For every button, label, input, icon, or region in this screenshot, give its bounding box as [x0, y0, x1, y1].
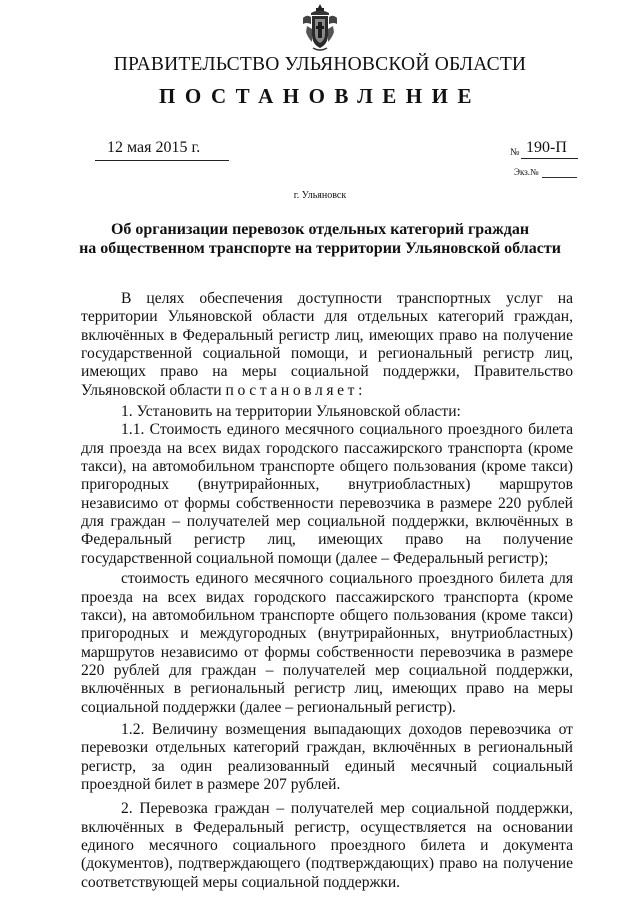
copy-number-underline	[542, 177, 577, 178]
paragraph-item-1-2: 1.2. Величину возмещения выпадающих доходов перевозчика от перевозки отдельных категорий граждан, включённых в региональный регистр, за один реализованный единый месячный социальный проездной билет в размере 207 рублей.	[81, 720, 573, 793]
decree-body	[81, 290, 573, 892]
paragraph-item-1-1: 1.1. Стоимость единого месячного социального проездного билета для проезда на всех видах городского пассажирского транспорта (кроме такси), на автомобильном транспорте общего пользования (кроме такси) пригородных (внутрирайонных, внутриобластных) маршрутов независимо от формы собственности перевозчика в размере 220 рублей для граждан – получателей мер социальной поддержки, включённых в Федеральный регистр лиц, имеющих право на получение государственной социальной помощи (далее – Федеральный регистр);	[81, 421, 573, 567]
intro-paragraph	[81, 290, 573, 400]
number-underline	[521, 158, 578, 159]
government-title: ПРАВИТЕЛЬСТВО УЛЬЯНОВСКОЙ ОБЛАСТИ	[113, 54, 527, 75]
coat-of-arms-icon	[299, 2, 341, 52]
decree-date: 12 мая 2015 г.	[107, 139, 201, 156]
date-underline	[95, 160, 229, 161]
decree-number: 190-П	[526, 139, 567, 156]
intro-text: В целях обеспечения доступности транспортных услуг на территории Ульяновской области для отдельных категорий граждан, включённых в Федеральный регистр лиц, имеющих право на получение государственной социальной помощи, и региональный регистр лиц, имеющих право на меры социальной поддержки, Правительство Ульяновской области	[81, 290, 573, 399]
decree-subject	[0, 220, 640, 258]
intro-decree-word: постановляет:	[225, 381, 367, 399]
copy-number-label: Экз.№	[514, 167, 539, 177]
document-type-title: ПОСТАНОВЛЕНИЕ	[159, 84, 481, 108]
subject-line-2: на общественном транспорте на территории Ульяновской области	[79, 240, 561, 257]
city-name: г. Ульяновск	[293, 190, 347, 201]
paragraph-item-1-1-continued: стоимость единого месячного социального проездного билета для проезда на всех видах городского пассажирского транспорта (кроме такси), на автомобильном транспорте общего пользования (кроме такси) пригородных и междугородных (внутрирайонных, внутриобластных) маршрутов независимо от формы собственности перевозчика в размере 220 рублей для граждан – получателей мер социальной поддержки, включённых в региональный регистр лиц, имеющих право на меры социальной поддержки (далее – региональный регистр).	[81, 570, 573, 716]
paragraph-item-2: 2. Перевозка граждан – получателей мер социальной поддержки, включённых в Федеральный регистр, осуществляется на основании единого месячного социального проездного билета и документа (документов), подтверждающего (подтверждающих) право на получение соответствующей меры социальной поддержки.	[81, 800, 573, 891]
paragraph-item-1: 1. Установить на территории Ульяновской области:	[121, 403, 461, 421]
subject-line-1: Об организации перевозок отдельных категорий граждан	[110, 221, 530, 238]
number-sign: №	[510, 147, 520, 158]
